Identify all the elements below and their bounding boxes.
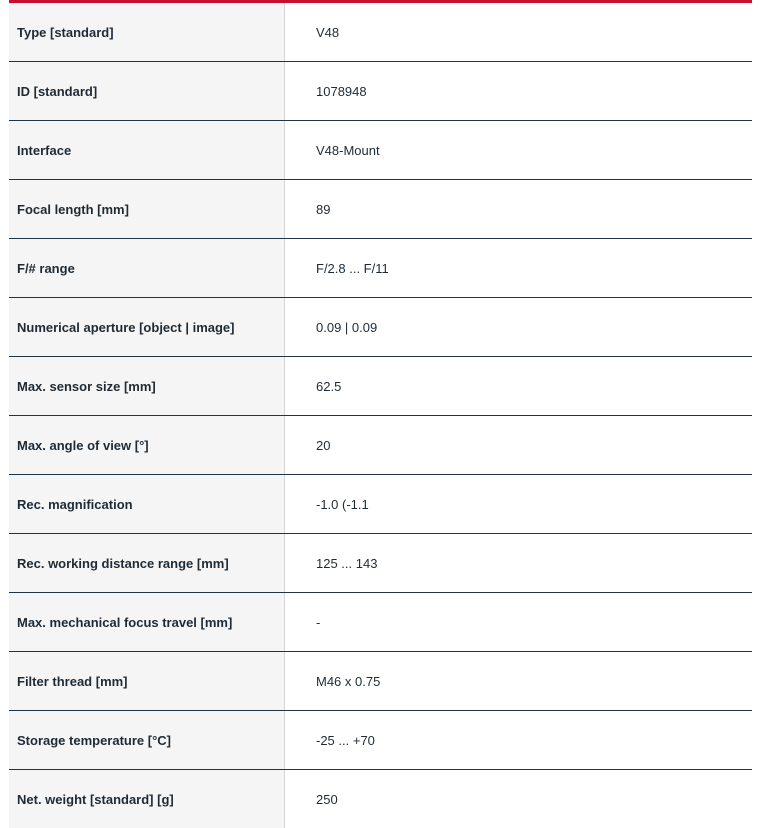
spec-table	[9, 0, 752, 828]
spec-value: 0.09 | 0.09	[316, 319, 378, 335]
spec-row-id	[9, 62, 752, 121]
spec-label: Rec. working distance range [mm]	[9, 534, 285, 592]
spec-label: Max. mechanical focus travel [mm]	[9, 593, 285, 651]
spec-value: 62.5	[316, 378, 342, 394]
spec-value: V48	[316, 24, 340, 40]
spec-label: Type [standard]	[9, 3, 285, 61]
spec-value: -25 ... +70	[316, 732, 375, 748]
spec-value: 250	[316, 791, 338, 807]
spec-label: F/# range	[9, 239, 285, 297]
spec-label: Net. weight [standard] [g]	[9, 770, 285, 828]
spec-label: Storage temperature [°C]	[9, 711, 285, 769]
spec-row-magnification	[9, 475, 752, 534]
spec-value: 89	[316, 201, 331, 217]
spec-row-focal-length	[9, 180, 752, 239]
spec-label: Filter thread [mm]	[9, 652, 285, 710]
spec-row-f-range	[9, 239, 752, 298]
spec-row-interface	[9, 121, 752, 180]
spec-label: ID [standard]	[9, 62, 285, 120]
spec-value: -1.0 (-1.1	[316, 496, 369, 512]
spec-row-filter-thread	[9, 652, 752, 711]
spec-label: Focal length [mm]	[9, 180, 285, 238]
spec-label: Max. sensor size [mm]	[9, 357, 285, 415]
spec-value: 20	[316, 437, 331, 453]
spec-label: Interface	[9, 121, 285, 179]
spec-label: Rec. magnification	[9, 475, 285, 533]
spec-row-focus-travel	[9, 593, 752, 652]
spec-value: 125 ... 143	[316, 555, 378, 571]
spec-row-numerical-aperture	[9, 298, 752, 357]
spec-value: V48-Mount	[316, 142, 380, 158]
spec-value: M46 x 0.75	[316, 673, 381, 689]
spec-row-storage-temperature	[9, 711, 752, 770]
spec-value: 1078948	[316, 83, 367, 99]
spec-row-angle-of-view	[9, 416, 752, 475]
spec-value: -	[316, 614, 321, 630]
spec-label: Numerical aperture [object | image]	[9, 298, 285, 356]
spec-row-type	[9, 3, 752, 62]
spec-value: F/2.8 ... F/11	[316, 260, 389, 276]
spec-row-net-weight	[9, 770, 752, 828]
spec-row-working-distance	[9, 534, 752, 593]
spec-row-sensor-size	[9, 357, 752, 416]
spec-label: Max. angle of view [°]	[9, 416, 285, 474]
